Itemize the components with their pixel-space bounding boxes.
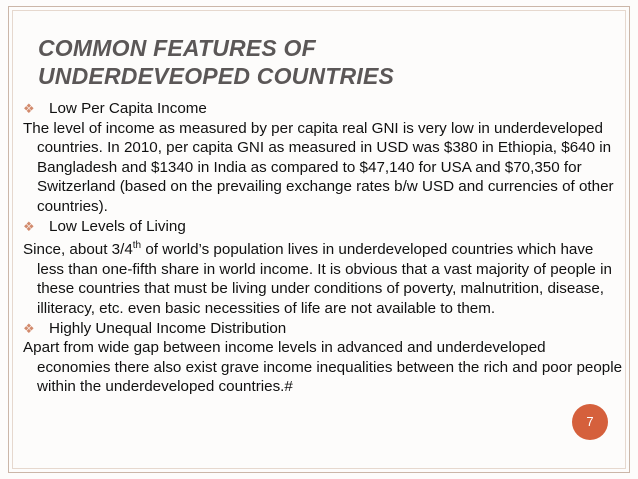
bullet-item-low-income: [23, 99, 623, 119]
paragraph-living: [23, 236, 623, 318]
bullet-item-unequal-distribution: [23, 319, 623, 339]
paragraph-distribution-text: Apart from wide gap between income levels in advanced and underdeveloped economies there also exist grave income inequalities between the rich and poor people within the underdeveloped countries.: [23, 339, 623, 396]
paragraph-income: The level of income as measured by per capita real GNI is very low in underdeveloped countries. In 2010, per capita GNI as measured in USD was $380 in Ethiopia, $640 in Bangladesh and $1340 in India as compared to $47,140 for USA and $70,350 for Switzerland (based on the prevailing exchange rates b/w USD and currencies of other countries).: [23, 119, 614, 215]
title-line-1: COMMON FEATURES OF: [38, 35, 316, 61]
paragraph-living-rest: of world’s population lives in underdeveloped countries which have less than one-fifth share in world income. It is obvious that a vast majority of people in these countries that must be living under conditions of poverty, malnutrition, disease, illiteracy, etc. even basic necessities of life are not available to them.: [37, 241, 612, 317]
bullet-icon: ❖: [23, 320, 35, 336]
bullet-icon: ❖: [23, 101, 35, 116]
superscript-th: th: [132, 240, 142, 252]
slide-body: [23, 99, 623, 397]
paragraph-living-start: Since, about 3/4: [23, 241, 133, 259]
slide-number-field-suffix: #: [284, 378, 293, 396]
bullet-icon: ❖: [23, 218, 35, 234]
slide-number-badge: 7: [572, 404, 608, 440]
bullet-text: Low Levels of Living: [49, 217, 186, 235]
paragraph-distribution: [23, 338, 623, 397]
bullet-text: Highly Unequal Income Distribution: [49, 319, 287, 337]
bullet-text: Low Per Capita Income: [49, 100, 207, 117]
bullet-item-low-living: [23, 217, 623, 237]
slide-title: [38, 34, 598, 90]
title-line-2: UNDERDEVEOPED COUNTRIES: [38, 63, 395, 89]
